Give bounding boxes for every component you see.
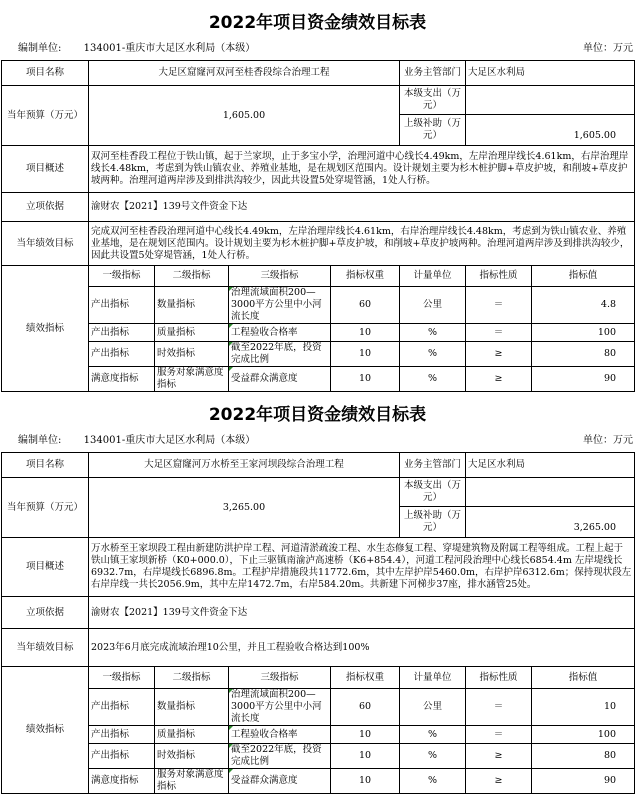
weight-cell: 60 <box>331 689 400 726</box>
weight-cell: 10 <box>331 324 400 342</box>
level1-cell: 产出指标 <box>89 744 155 769</box>
unit-cell: % <box>400 769 466 794</box>
local-expense-cell <box>466 86 635 115</box>
level1-cell: 产出指标 <box>89 287 155 324</box>
header-unit: 计量单位 <box>400 266 466 287</box>
level2-cell: 服务对象满意度指标 <box>155 367 229 392</box>
goal-row <box>2 222 635 266</box>
table-row <box>2 342 635 367</box>
org-name: 134001-重庆市大足区水利局（本级） <box>83 43 256 54</box>
performance-table <box>1 452 635 794</box>
unit-cell: 公里 <box>400 287 466 324</box>
sheet-title: 2022年项目资金绩效目标表 <box>208 13 427 33</box>
nature-cell: ≥ <box>466 367 532 392</box>
overview-cell: 万水桥至王家坝段工程由新建防洪护岸工程、河道清淤疏浚工程、水生态修复工程、穿堤建筑物及附属工程等组成。工程上起于铁山镇王家坝新桥（K0+000.0），下止三驱镇南渝泸高速桥（K6+854.4），河道工程河段治理中心线长6854.4m 左岸堤线长6932.7m，右岸堤线长6896.8m。工程护岸措施段共11772.6m，其中左岸护岸5460.0m，右岸护岸6312.6m；保持现状段左右岸岸线一共长2056.9m，其中左岸1472.7m，右岸584.20m。共新建下河梯步37座，排水涵管25处。 <box>89 538 635 597</box>
performance-table <box>1 60 635 392</box>
budget-label: 当年预算（万元） <box>2 478 89 538</box>
header-weight: 指标权重 <box>331 667 400 689</box>
header-level1: 一级指标 <box>89 266 155 287</box>
goal-cell: 完成双河至桂香段治理河道中心线长4.49km，左岸治理岸线长4.61km，右岸治理岸线长4.48km，考虑到为铁山镇农业、养殖业基地，是在规划区范围内。设计规划主要为杉木桩护脚+草皮护坡，和削坡+草皮护坡两种。治理河道两岸涉及到排洪沟较少，因此共设置5处穿堤管涵，1处人行桥。 <box>89 222 635 266</box>
level1-cell: 产出指标 <box>89 689 155 726</box>
local-expense-cell <box>466 478 635 507</box>
sheet-2 <box>0 400 635 794</box>
overview-label: 项目概述 <box>2 146 89 193</box>
level2-cell: 时效指标 <box>155 744 229 769</box>
upper-subsidy-cell: 3,265.00 <box>466 507 635 538</box>
level2-cell: 数量指标 <box>155 287 229 324</box>
nature-cell: ≥ <box>466 342 532 367</box>
header-weight: 指标权重 <box>331 266 400 287</box>
header-nature: 指标性质 <box>466 266 532 287</box>
nature-cell: ＝ <box>466 324 532 342</box>
weight-cell: 10 <box>331 769 400 794</box>
indicator-header-row <box>2 266 635 287</box>
indicator-label: 绩效指标 <box>2 667 89 794</box>
indicator-header-row <box>2 667 635 689</box>
value-cell: 100 <box>532 726 635 744</box>
table-row <box>2 367 635 392</box>
level3-cell: 工程验收合格率 <box>229 726 331 744</box>
org-name: 134001-重庆市大足区水利局（本级） <box>83 435 256 446</box>
upper-subsidy-label: 上级补助（万元） <box>400 507 466 538</box>
dept-label: 业务主管部门 <box>400 453 466 478</box>
weight-cell: 10 <box>331 726 400 744</box>
value-cell: 100 <box>532 324 635 342</box>
sheet-1 <box>0 8 635 392</box>
goal-label: 当年绩效目标 <box>2 629 89 667</box>
local-expense-label: 本级支出（万元） <box>400 478 466 507</box>
level3-cell: 截至2022年底，投资完成比例 <box>229 342 331 367</box>
table-row <box>2 689 635 726</box>
header-unit: 计量单位 <box>400 667 466 689</box>
unit-cell: 公里 <box>400 689 466 726</box>
level1-cell: 产出指标 <box>89 726 155 744</box>
header-level1: 一级指标 <box>89 667 155 689</box>
value-cell: 90 <box>532 769 635 794</box>
unit-cell: % <box>400 324 466 342</box>
table-row <box>2 324 635 342</box>
org-label: 编制单位: <box>18 43 62 54</box>
level3-cell: 受益群众满意度 <box>229 367 331 392</box>
budget-row <box>2 478 635 507</box>
level3-cell: 受益群众满意度 <box>229 769 331 794</box>
basis-row <box>2 193 635 222</box>
header-level2: 二级指标 <box>155 667 229 689</box>
header-value: 指标值 <box>532 667 635 689</box>
overview-row <box>2 538 635 597</box>
nature-cell: ＝ <box>466 287 532 324</box>
budget-label: 当年预算（万元） <box>2 86 89 146</box>
project-name-label: 项目名称 <box>2 453 89 478</box>
upper-subsidy-label: 上级补助（万元） <box>400 115 466 146</box>
budget-row <box>2 86 635 115</box>
table-row <box>2 744 635 769</box>
budget-total-cell: 1,605.00 <box>89 86 400 146</box>
org-label: 编制单位: <box>18 435 62 446</box>
project-name-row <box>2 61 635 86</box>
sheet-meta <box>0 430 635 452</box>
weight-cell: 10 <box>331 342 400 367</box>
goal-cell: 2023年6月底完成流域治理10公里，并且工程验收合格达到100% <box>89 629 635 667</box>
dept-cell: 大足区水利局 <box>466 61 635 86</box>
upper-subsidy-cell: 1,605.00 <box>466 115 635 146</box>
basis-cell: 渝财农【2021】139号文件资金下达 <box>89 193 635 222</box>
indicator-label: 绩效指标 <box>2 266 89 392</box>
unit-cell: % <box>400 367 466 392</box>
unit-label: 单位：万元 <box>583 43 633 54</box>
overview-cell: 双河至桂香段工程位于铁山镇，起于兰家坝，止于多宝小学，治理河道中心线长4.49km，左岸治理岸线长4.61km，右岸治理岸线长4.48km，考虑到为铁山镇农业、养殖业基地，是在规划区范围内。设计规划主要为杉木桩护脚+草皮护坡，和削坡+草皮护坡两种。治理河道两岸涉及到排洪沟较少，因此共设置5处穿堤管涵，1处人行桥。 <box>89 146 635 193</box>
level1-cell: 满意度指标 <box>89 367 155 392</box>
header-value: 指标值 <box>532 266 635 287</box>
level3-cell: 截至2022年底，投资完成比例 <box>229 744 331 769</box>
level2-cell: 时效指标 <box>155 342 229 367</box>
value-cell: 80 <box>532 744 635 769</box>
overview-label: 项目概述 <box>2 538 89 597</box>
header-level3: 三级指标 <box>229 266 331 287</box>
overview-row <box>2 146 635 193</box>
table-row <box>2 726 635 744</box>
project-name-label: 项目名称 <box>2 61 89 86</box>
dept-cell: 大足区水利局 <box>466 453 635 478</box>
local-expense-label: 本级支出（万元） <box>400 86 466 115</box>
nature-cell: ＝ <box>466 726 532 744</box>
nature-cell: ≥ <box>466 769 532 794</box>
level1-cell: 产出指标 <box>89 324 155 342</box>
level1-cell: 满意度指标 <box>89 769 155 794</box>
header-nature: 指标性质 <box>466 667 532 689</box>
unit-cell: % <box>400 726 466 744</box>
org-info <box>18 430 255 452</box>
basis-label: 立项依据 <box>2 597 89 629</box>
sheet-meta <box>0 38 635 60</box>
value-cell: 90 <box>532 367 635 392</box>
project-name-cell: 大足区窟窿河万水桥至王家河坝段综合治理工程 <box>89 453 400 478</box>
weight-cell: 10 <box>331 367 400 392</box>
basis-cell: 渝财农【2021】139号文件资金下达 <box>89 597 635 629</box>
unit-cell: % <box>400 342 466 367</box>
value-cell: 4.8 <box>532 287 635 324</box>
level2-cell: 数量指标 <box>155 689 229 726</box>
unit-label: 单位：万元 <box>583 435 633 446</box>
header-level2: 二级指标 <box>155 266 229 287</box>
nature-cell: ≥ <box>466 744 532 769</box>
org-info <box>18 38 255 60</box>
level2-cell: 质量指标 <box>155 726 229 744</box>
level3-cell: 工程验收合格率 <box>229 324 331 342</box>
dept-label: 业务主管部门 <box>400 61 466 86</box>
nature-cell: ＝ <box>466 689 532 726</box>
goal-row <box>2 629 635 667</box>
budget-total-cell: 3,265.00 <box>89 478 400 538</box>
level1-cell: 产出指标 <box>89 342 155 367</box>
value-cell: 10 <box>532 689 635 726</box>
table-row <box>2 287 635 324</box>
table-row <box>2 769 635 794</box>
value-cell: 80 <box>532 342 635 367</box>
goal-label: 当年绩效目标 <box>2 222 89 266</box>
level2-cell: 服务对象满意度指标 <box>155 769 229 794</box>
basis-label: 立项依据 <box>2 193 89 222</box>
level3-cell: 治理流域面积200—3000平方公里中小河流长度 <box>229 287 331 324</box>
basis-row <box>2 597 635 629</box>
sheet-title: 2022年项目资金绩效目标表 <box>208 405 427 425</box>
unit-cell: % <box>400 744 466 769</box>
level3-cell: 治理流域面积200—3000平方公里中小河流长度 <box>229 689 331 726</box>
project-name-row <box>2 453 635 478</box>
level2-cell: 质量指标 <box>155 324 229 342</box>
weight-cell: 60 <box>331 287 400 324</box>
project-name-cell: 大足区窟窿河双河至桂香段综合治理工程 <box>89 61 400 86</box>
weight-cell: 10 <box>331 744 400 769</box>
header-level3: 三级指标 <box>229 667 331 689</box>
